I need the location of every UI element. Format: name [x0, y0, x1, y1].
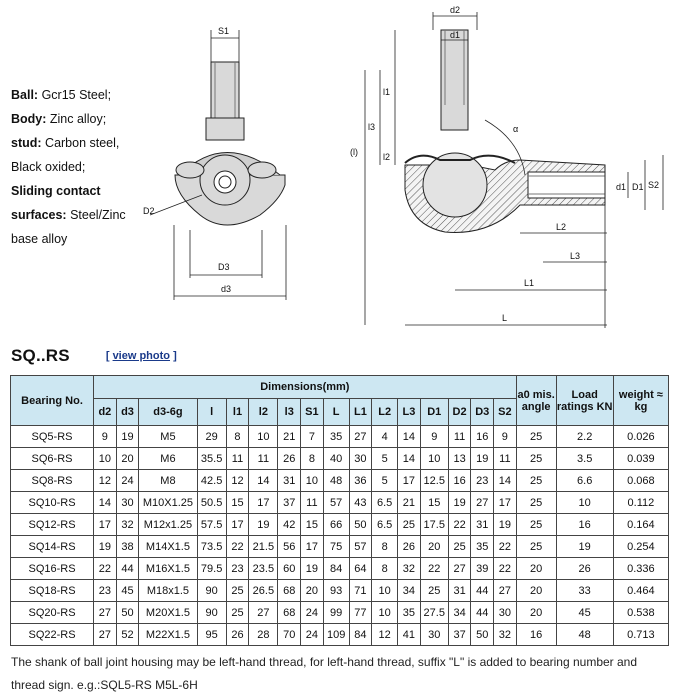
table-cell: 17 [398, 470, 421, 492]
table-cell: 36 [349, 470, 372, 492]
spec-line: Black oxided; [11, 160, 86, 174]
table-cell: 34 [398, 580, 421, 602]
table-cell: 8 [301, 448, 324, 470]
table-cell: 21.5 [249, 536, 278, 558]
footnote: The shank of ball joint housing may be left-hand thread, for left-hand thread, suffix "L" is added to bearing number and thread sign. e.g.:SQL5-RS M5L-6H [11, 655, 638, 692]
table-cell: 68 [278, 580, 301, 602]
table-row [11, 514, 669, 536]
table-cell: 25 [398, 514, 421, 536]
col-dim-d2: D2 [448, 399, 471, 426]
label-L1: L1 [524, 278, 535, 288]
table-cell: 70 [278, 624, 301, 646]
table-cell: 4 [372, 426, 398, 448]
table-cell: 48 [556, 624, 613, 646]
table-cell: 22 [420, 558, 448, 580]
table-cell: 16 [448, 470, 471, 492]
view-photo-link[interactable]: view photo [112, 350, 171, 362]
col-dim-l3: l3 [278, 399, 301, 426]
table-row [11, 426, 669, 448]
table-cell: 0.538 [613, 602, 668, 624]
material-specs [11, 83, 161, 251]
label-l3: l3 [368, 122, 376, 132]
table-cell: 22 [226, 536, 249, 558]
col-dim-s1: S1 [301, 399, 324, 426]
table-cell: 20 [516, 558, 556, 580]
table-cell: 38 [116, 536, 139, 558]
table-cell: 14 [249, 470, 278, 492]
col-dim-d3-6g: d3-6g [139, 399, 197, 426]
col-dim-l: L [323, 399, 349, 426]
table-cell: 10 [556, 492, 613, 514]
table-cell: 28 [249, 624, 278, 646]
spec-line: surfaces: Steel/Zinc [11, 208, 126, 222]
table-cell: 27 [494, 580, 517, 602]
table-cell: M6 [139, 448, 197, 470]
table-cell: 12.5 [420, 470, 448, 492]
bearing-number-cell: SQ22-RS [11, 624, 94, 646]
label-alpha: α [513, 124, 519, 134]
series-heading [11, 345, 177, 367]
table-cell: 14 [94, 492, 117, 514]
bearing-number-cell: SQ16-RS [11, 558, 94, 580]
table-cell: 57 [323, 492, 349, 514]
col-dim-l3: L3 [398, 399, 421, 426]
table-cell: 5 [372, 470, 398, 492]
table-cell: 25 [448, 536, 471, 558]
table-cell: M5 [139, 426, 197, 448]
table-cell: 26 [226, 624, 249, 646]
table-cell: 30 [420, 624, 448, 646]
table-cell: 45 [116, 580, 139, 602]
table-cell: 25 [516, 426, 556, 448]
table-cell: 19 [471, 448, 494, 470]
table-cell: 6.6 [556, 470, 613, 492]
col-dim-l: l [197, 399, 226, 426]
bearing-number-cell: SQ5-RS [11, 426, 94, 448]
table-cell: 17 [301, 536, 324, 558]
label-s1: S1 [218, 26, 230, 36]
table-cell: 15 [420, 492, 448, 514]
label-l: (l) [350, 147, 358, 157]
col-dim-d3: D3 [471, 399, 494, 426]
table-cell: 6.5 [372, 492, 398, 514]
table-cell: 24 [116, 470, 139, 492]
table-cell: 27 [471, 492, 494, 514]
label-L: L [502, 313, 508, 323]
table-cell: 57 [349, 536, 372, 558]
table-cell: 90 [197, 602, 226, 624]
table-cell: 0.068 [613, 470, 668, 492]
table-cell: 27 [448, 558, 471, 580]
table-cell: 26 [398, 536, 421, 558]
table-cell: 25 [516, 492, 556, 514]
table-cell: 6.5 [372, 514, 398, 536]
table-cell: 20 [420, 536, 448, 558]
front-view [175, 62, 285, 225]
table-cell: M12x1.25 [139, 514, 197, 536]
table-cell: M8 [139, 470, 197, 492]
table-cell: 31 [471, 514, 494, 536]
table-cell: 27 [94, 624, 117, 646]
table-cell: 25 [516, 448, 556, 470]
table-cell: 19 [494, 514, 517, 536]
table-cell: 75 [323, 536, 349, 558]
label-l2: l2 [383, 152, 391, 162]
table-cell: 19 [556, 536, 613, 558]
table-cell: 25 [516, 514, 556, 536]
table-cell: 23 [94, 580, 117, 602]
table-cell: 26.5 [249, 580, 278, 602]
table-cell: 27 [349, 426, 372, 448]
table-cell: 24 [301, 624, 324, 646]
table-cell: 8 [226, 426, 249, 448]
col-dim-l1: l1 [226, 399, 249, 426]
table-cell: 29 [197, 426, 226, 448]
table-body [11, 426, 669, 646]
table-cell: 44 [471, 602, 494, 624]
table-row [11, 470, 669, 492]
table-cell: 0.713 [613, 624, 668, 646]
table-cell: 56 [278, 536, 301, 558]
table-cell: 17 [94, 514, 117, 536]
table-row [11, 624, 669, 646]
table-cell: 21 [398, 492, 421, 514]
col-group-dimensions: Dimensions(mm) [94, 376, 517, 399]
table-cell: 30 [116, 492, 139, 514]
table-cell: 9 [420, 426, 448, 448]
table-cell: 26 [556, 558, 613, 580]
label-d2: d2 [450, 5, 461, 15]
table-cell: 20 [516, 580, 556, 602]
spec-line: stud: Carbon steel, [11, 136, 120, 150]
table-cell: 12 [226, 470, 249, 492]
bearing-number-cell: SQ6-RS [11, 448, 94, 470]
table-cell: 25 [226, 580, 249, 602]
col-dim-d2: d2 [94, 399, 117, 426]
table-cell: 15 [301, 514, 324, 536]
bearing-number-cell: SQ18-RS [11, 580, 94, 602]
table-cell: 40 [323, 448, 349, 470]
table-row [11, 580, 669, 602]
table-cell: 32 [494, 624, 517, 646]
col-dim-s2: S2 [494, 399, 517, 426]
table-cell: 9 [494, 426, 517, 448]
table-cell: 68 [278, 602, 301, 624]
table-cell: 20 [516, 602, 556, 624]
table-cell: 22 [94, 558, 117, 580]
table-cell: 22 [494, 536, 517, 558]
table-cell: 11 [448, 426, 471, 448]
table-cell: 19 [249, 514, 278, 536]
table-cell: 7 [301, 426, 324, 448]
view-photo-link-wrapper: [ view photo ] [105, 350, 177, 362]
label-D1: D1 [632, 182, 644, 192]
table-cell: 11 [494, 448, 517, 470]
label-d3: d3 [221, 284, 232, 294]
table-cell: 16 [471, 426, 494, 448]
table-cell: 17 [494, 492, 517, 514]
table-cell: 14 [398, 448, 421, 470]
table-cell: 50 [471, 624, 494, 646]
table-cell: 10 [94, 448, 117, 470]
table-cell: 35 [398, 602, 421, 624]
table-cell: 84 [323, 558, 349, 580]
side-view [405, 30, 605, 232]
table-cell: 5 [372, 448, 398, 470]
table-cell: 0.039 [613, 448, 668, 470]
table-cell: 43 [349, 492, 372, 514]
table-cell: 19 [301, 558, 324, 580]
bearing-number-cell: SQ12-RS [11, 514, 94, 536]
table-cell: 44 [116, 558, 139, 580]
table-cell: 27.5 [420, 602, 448, 624]
table-cell: 42.5 [197, 470, 226, 492]
table-cell: 95 [197, 624, 226, 646]
table-cell: 2.2 [556, 426, 613, 448]
col-mis-angle: a0 mis. angle [516, 376, 556, 426]
table-cell: 20 [301, 580, 324, 602]
col-weight: weight ≈ kg [613, 376, 668, 426]
bearing-number-cell: SQ8-RS [11, 470, 94, 492]
table-cell: 13 [448, 448, 471, 470]
table-cell: 27 [94, 602, 117, 624]
label-L2: L2 [556, 222, 567, 232]
table-cell: 32 [398, 558, 421, 580]
table-cell: 32 [116, 514, 139, 536]
table-cell: 25 [226, 602, 249, 624]
table-cell: 31 [448, 580, 471, 602]
label-D3: D3 [218, 262, 230, 272]
col-dim-l1: L1 [349, 399, 372, 426]
table-cell: 34 [448, 602, 471, 624]
table-cell: 19 [94, 536, 117, 558]
table-cell: 10 [372, 580, 398, 602]
table-cell: 30 [494, 602, 517, 624]
col-bearing-no: Bearing No. [11, 376, 94, 426]
table-cell: 37 [448, 624, 471, 646]
table-cell: 33 [556, 580, 613, 602]
table-cell: 12 [94, 470, 117, 492]
table-cell: 84 [349, 624, 372, 646]
table-cell: 15 [226, 492, 249, 514]
table-cell: 10 [420, 448, 448, 470]
table-cell: 25 [516, 536, 556, 558]
table-row [11, 448, 669, 470]
table-cell: 52 [116, 624, 139, 646]
table-cell: 0.112 [613, 492, 668, 514]
table-row [11, 602, 669, 624]
table-cell: 35.5 [197, 448, 226, 470]
table-cell: 30 [349, 448, 372, 470]
table-cell: 0.164 [613, 514, 668, 536]
series-title: SQ..RS [11, 346, 70, 365]
table-cell: 27 [249, 602, 278, 624]
table-row [11, 536, 669, 558]
col-dim-d1: D1 [420, 399, 448, 426]
table-cell: M10X1.25 [139, 492, 197, 514]
table-cell: 10 [301, 470, 324, 492]
table-cell: 0.026 [613, 426, 668, 448]
table-cell: 16 [556, 514, 613, 536]
table-cell: 14 [398, 426, 421, 448]
bearing-number-cell: SQ20-RS [11, 602, 94, 624]
table-cell: 90 [197, 580, 226, 602]
table-row [11, 492, 669, 514]
table-cell: 39 [471, 558, 494, 580]
table-cell: M14X1.5 [139, 536, 197, 558]
table-cell: 57.5 [197, 514, 226, 536]
table-cell: 11 [226, 448, 249, 470]
table-cell: 23.5 [249, 558, 278, 580]
table-cell: 50.5 [197, 492, 226, 514]
table-cell: 9 [94, 426, 117, 448]
label-L3: L3 [570, 251, 581, 261]
table-cell: 109 [323, 624, 349, 646]
table-cell: 21 [278, 426, 301, 448]
col-dim-d3: d3 [116, 399, 139, 426]
spec-line: base alloy [11, 232, 68, 246]
table-cell: 73.5 [197, 536, 226, 558]
table-cell: 11 [301, 492, 324, 514]
table-cell: 0.464 [613, 580, 668, 602]
table-cell: 12 [372, 624, 398, 646]
table-cell: 50 [349, 514, 372, 536]
table-cell: 64 [349, 558, 372, 580]
table-cell: 45 [556, 602, 613, 624]
spec-line: Ball: Gcr15 Steel; [11, 88, 112, 102]
table-cell: 14 [494, 470, 517, 492]
table-cell: 19 [116, 426, 139, 448]
table-cell: 8 [372, 536, 398, 558]
table-cell: M18x1.5 [139, 580, 197, 602]
table-cell: 17.5 [420, 514, 448, 536]
table-cell: 0.336 [613, 558, 668, 580]
table-cell: 11 [249, 448, 278, 470]
table-cell: 0.254 [613, 536, 668, 558]
label-d1: d1 [450, 30, 461, 40]
table-cell: 41 [398, 624, 421, 646]
table-row [11, 558, 669, 580]
bearing-number-cell: SQ14-RS [11, 536, 94, 558]
table-cell: 16 [516, 624, 556, 646]
table-cell: 17 [249, 492, 278, 514]
table-cell: 23 [226, 558, 249, 580]
table-cell: 20 [116, 448, 139, 470]
table-cell: 25 [516, 470, 556, 492]
table-cell: 42 [278, 514, 301, 536]
spec-line: Sliding contact [11, 184, 101, 198]
table-cell: 79.5 [197, 558, 226, 580]
table-cell: 93 [323, 580, 349, 602]
table-cell: 22 [494, 558, 517, 580]
bearing-number-cell: SQ10-RS [11, 492, 94, 514]
table-cell: M20X1.5 [139, 602, 197, 624]
table-cell: 99 [323, 602, 349, 624]
table-cell: 25 [420, 580, 448, 602]
table-cell: 22 [448, 514, 471, 536]
table-cell: 66 [323, 514, 349, 536]
col-load-ratings: Load ratings KN [556, 376, 613, 426]
table-cell: 35 [323, 426, 349, 448]
table-cell: 71 [349, 580, 372, 602]
table-cell: 24 [301, 602, 324, 624]
table-cell: M22X1.5 [139, 624, 197, 646]
label-d1-side: d1 [616, 182, 627, 192]
label-S2: S2 [648, 180, 660, 190]
table-cell: 10 [249, 426, 278, 448]
table-cell: 35 [471, 536, 494, 558]
table-cell: 10 [372, 602, 398, 624]
col-dim-l2: L2 [372, 399, 398, 426]
table-cell: 50 [116, 602, 139, 624]
table-cell: 17 [226, 514, 249, 536]
table-cell: 48 [323, 470, 349, 492]
table-cell: 77 [349, 602, 372, 624]
table-cell: 26 [278, 448, 301, 470]
spec-line: Body: Zinc alloy; [11, 112, 107, 126]
label-l1: l1 [383, 87, 391, 97]
table-cell: 8 [372, 558, 398, 580]
table-cell: M16X1.5 [139, 558, 197, 580]
col-dim-l2: l2 [249, 399, 278, 426]
table-cell: 60 [278, 558, 301, 580]
table-cell: 37 [278, 492, 301, 514]
table-cell: 19 [448, 492, 471, 514]
label-d2-front: D2 [143, 206, 155, 216]
table-cell: 23 [471, 470, 494, 492]
table-cell: 44 [471, 580, 494, 602]
table-cell: 31 [278, 470, 301, 492]
bearing-table [10, 375, 669, 646]
table-cell: 3.5 [556, 448, 613, 470]
